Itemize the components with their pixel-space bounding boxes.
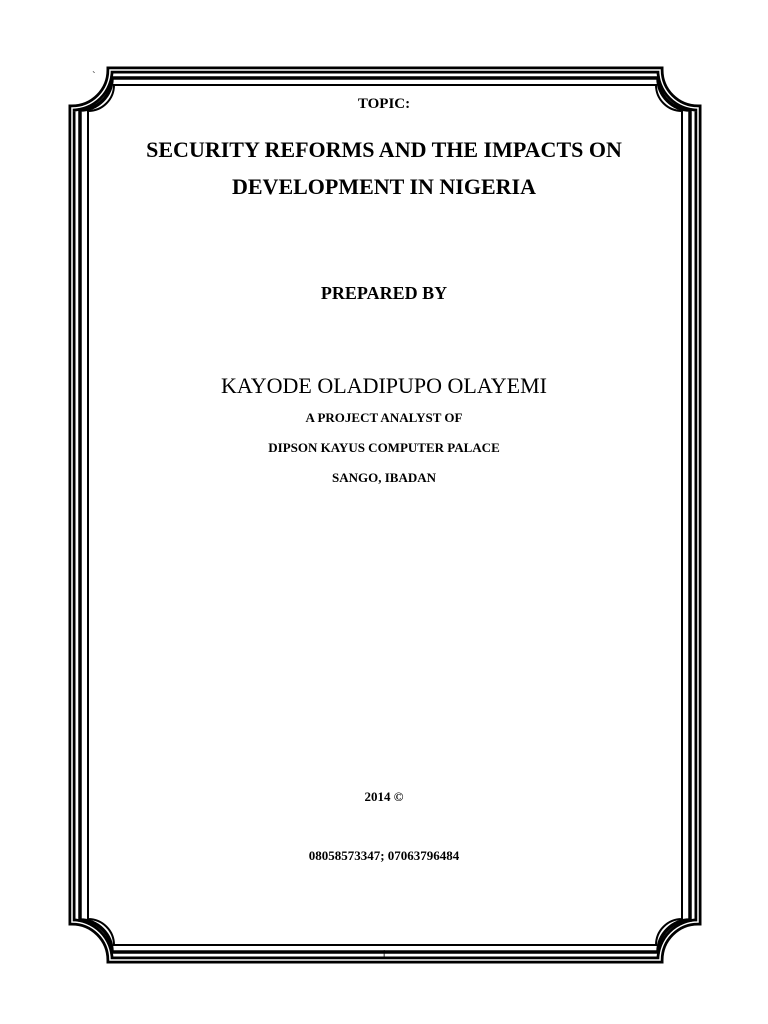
stray-mark: ` <box>92 70 96 82</box>
phone-numbers: 08058573347; 07063796484 <box>308 848 460 863</box>
page-number: 1 <box>381 950 387 957</box>
title-line-1: SECURITY REFORMS AND THE IMPACTS ON <box>146 137 622 162</box>
topic-label: TOPIC: <box>357 96 411 112</box>
border-inner-line <box>88 85 682 945</box>
border-gap-line <box>72 70 698 960</box>
border-outer-line <box>72 70 698 960</box>
author-name: KAYODE OLADIPUPO OLAYEMI <box>221 373 547 398</box>
prepared-by-label: PREPARED BY <box>320 283 448 303</box>
copyright-year: 2014 © <box>364 789 404 804</box>
title-line-2: DEVELOPMENT IN NIGERIA <box>232 174 536 199</box>
author-role: A PROJECT ANALYST OF <box>305 410 463 425</box>
border-middle-line <box>80 78 690 952</box>
organization-location: SANGO, IBADAN <box>331 470 436 485</box>
organization-name: DIPSON KAYUS COMPUTER PALACE <box>268 440 500 455</box>
